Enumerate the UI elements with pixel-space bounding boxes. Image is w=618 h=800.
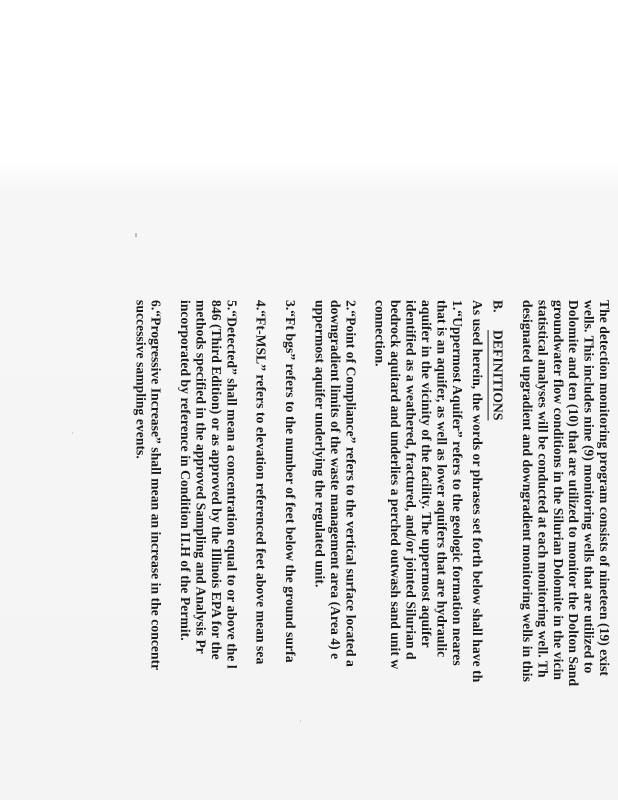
definition-number: 3.: [283, 300, 299, 311]
spacer: [269, 300, 283, 686]
intro-line: groundwater flow conditions in the Silurian Dolomite in the vicin: [550, 300, 566, 681]
definition-item: [224, 300, 239, 686]
definition-text: incorporated by reference in Condition II.H of the Permit.: [178, 300, 194, 641]
definition-text: “Detected” shall mean a concentration equal to or above the l: [224, 310, 240, 669]
definition-text: “Point of Compliance” refers to the vertical surface located a: [343, 310, 359, 667]
intro-line: Dolomite and ten (10) that are utilized to monitor the Dolton Sand: [566, 300, 582, 687]
definition-number: 1.: [449, 300, 465, 311]
definition-text: aquifer in the vicinity of the facility. The uppermost aquifer: [418, 300, 434, 648]
scan-speck: [300, 720, 301, 722]
definition-item: [283, 300, 298, 686]
intro-line: statistical analyses will be conducted at each monitoring well. Th: [535, 300, 551, 678]
definition-text: “Ft bgs” refers to the number of feet below the ground surfa: [283, 310, 299, 663]
scan-speck: [135, 233, 137, 237]
rotated-document-page: [133, 300, 612, 686]
spacer: [506, 300, 520, 686]
definition-number: 5.: [224, 300, 240, 311]
section-number: B.: [490, 300, 506, 313]
definition-item: [148, 300, 163, 686]
definition-item: [343, 300, 358, 686]
definition-text: “Uppermost Aquifer” refers to the geologic formation neares: [449, 310, 465, 666]
definition-text: connection.: [372, 300, 388, 367]
spacer: [239, 300, 253, 686]
definition-text: 846 (Third Edition) or as approved by the Illinois EPA for the: [208, 300, 224, 660]
definition-number: 4.: [253, 300, 269, 311]
definition-text: that is an aquifer, as well as lower aquifers that are hydraulic: [434, 300, 450, 658]
definition-item: [253, 300, 268, 686]
definition-text: bedrock aquitard and underlies a perched outwash sand unit w: [388, 300, 404, 670]
section-heading: [490, 300, 505, 686]
scan-speck: [72, 432, 73, 434]
intro-line: designated upgradient and downgradient monitoring wells in this: [519, 300, 535, 682]
intro-line: The detection monitoring program consists of nineteen (19) exist: [597, 300, 612, 676]
definitions-lead: As used herein, the words or phrases set forth below shall have th: [470, 300, 486, 683]
definition-number: 2.: [343, 300, 359, 311]
definition-text: uppermost aquifer underlying the regulated unit.: [312, 300, 328, 588]
definition-text: “Ft-MSL” refers to elevation referenced feet above mean sea: [253, 310, 269, 665]
definition-number: 6.: [148, 300, 164, 311]
spacer: [164, 300, 178, 686]
spacer: [298, 300, 312, 686]
intro-line: wells. This includes nine (9) monitoring wells that are utilized to: [581, 300, 597, 674]
section-title: DEFINITIONS: [490, 330, 506, 421]
definition-text: “Progressive Increase” shall mean an increase in the concentr: [148, 310, 164, 671]
definition-item: [449, 300, 464, 686]
definition-text: methods specified in the approved Sampling and Analysis Pr: [193, 300, 209, 654]
definition-text: successive sampling events.: [133, 300, 149, 459]
definition-text: downgradient limits of the waste management area (Area 4) e: [327, 300, 343, 660]
spacer: [358, 300, 372, 686]
definition-text: identified as a weathered, fractured, and/or jointed Silurian d: [403, 300, 419, 660]
